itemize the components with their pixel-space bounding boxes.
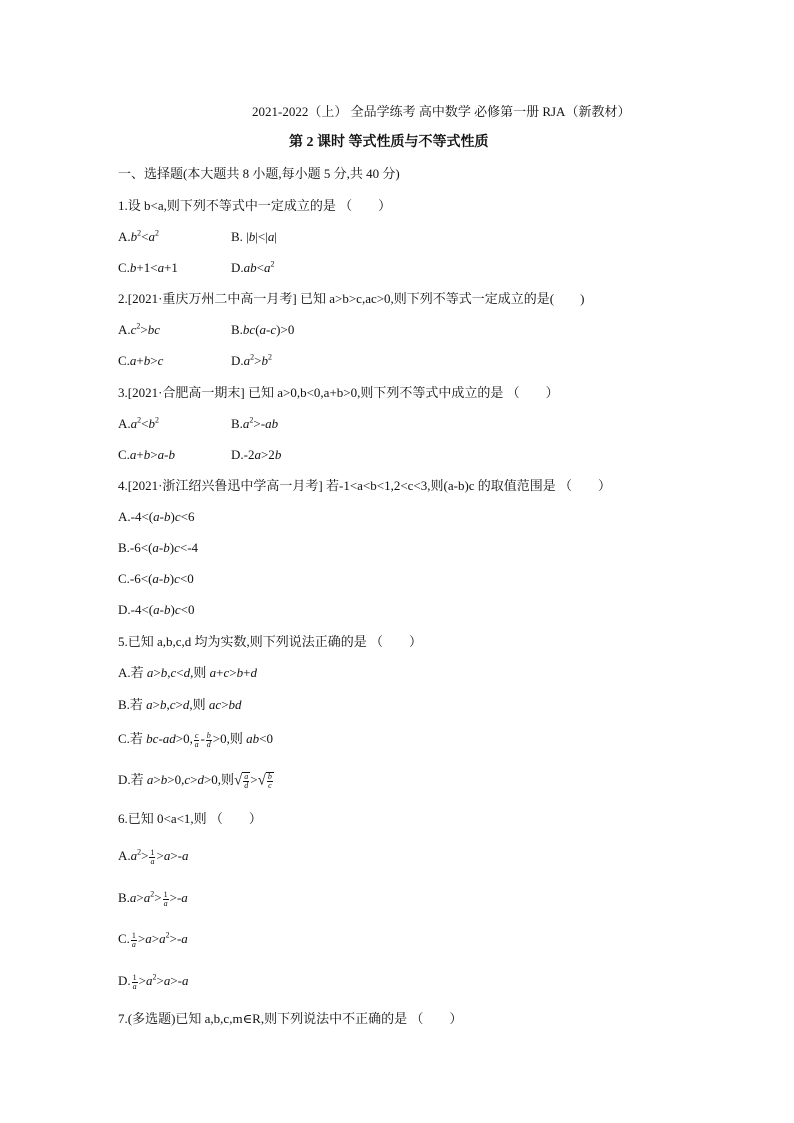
question-6-stem: 6.已知 0<a<1,则 （ ） <box>118 811 262 826</box>
question-5-option-d: D.若 a>b>0,c>d>0,则√ $\frac{a}{d}$ >√ $\frac{b}{c}$ <box>118 772 272 791</box>
section-title: 一、选择题(本大题共 8 小题,每小题 5 分,共 40 分) <box>118 166 400 181</box>
page-header: 2021-2022（上） 全品学练考 高中数学 必修第一册 RJA（新教材） <box>252 104 631 119</box>
question-4-option-a: A.-4<(a-b)c<6 <box>118 509 195 524</box>
question-1-option-d: $D.ab<a^2$ <box>231 259 275 275</box>
lesson-title: 第 2 课时 等式性质与不等式性质 <box>289 135 489 150</box>
question-6-option-b: $B.a>a^2>$ $\frac{1}{a}$ >-a <box>118 889 188 908</box>
question-2-option-a: $A.c^2>bc$ <box>118 321 161 337</box>
question-6-option-d: D. $\frac{1}{a}$ $>a^2>a>-a$ <box>118 972 189 991</box>
question-7-stem: 7.(多选题)已知 a,b,c,m∈R,则下列说法中不正确的是 （ ） <box>118 1011 463 1026</box>
question-5-option-c: C.若 bc-ad>0, $\frac{c}{a}$ - $\frac{b}{d}$ >0,则 ab<0 <box>118 730 273 749</box>
question-4-option-c: C.-6<(a-b)c<0 <box>118 571 194 586</box>
question-6-option-c: C. $\frac{1}{a}$ $>a>a^2>-a$ <box>118 930 188 949</box>
question-5-option-b: B.若 a>b,c>d,则 ac>bd <box>118 697 242 712</box>
question-2-stem: 2.[2021·重庆万州二中高一月考] 已知 a>b>c,ac>0,则下列不等式一定成立的是( ) <box>118 291 585 306</box>
question-1-option-c: C.b+1<a+1 <box>118 260 178 275</box>
question-4-stem: 4.[2021·浙江绍兴鲁迅中学高一月考] 若-1<a<b<1,2<c<3,则(a-b)c 的取值范围是 （ ） <box>118 478 612 493</box>
question-6-option-a: $A.a^2>$ $\frac{1}{a}$ >a>-a <box>118 847 189 866</box>
question-5-stem: 5.已知 a,b,c,d 均为实数,则下列说法正确的是 （ ） <box>118 634 423 649</box>
question-2-option-d: $D.a^2>b^2$ <box>231 352 272 368</box>
question-3-option-a: $A.a^2<b^2$ <box>118 415 159 431</box>
question-3-option-c: C.a+b>a-b <box>118 447 175 462</box>
question-1-stem: 1.设 b<a,则下列不等式中一定成立的是 （ ） <box>118 198 392 213</box>
question-1-option-b: B. |b|<|a| <box>231 229 277 244</box>
question-5-option-a: A.若 a>b,c<d,则 a+c>b+d <box>118 665 257 680</box>
question-2-option-c: C.a+b>c <box>118 353 164 368</box>
question-3-option-d: D.-2a>2b <box>231 447 282 462</box>
question-2-option-b: B.bc(a-c)>0 <box>231 322 295 337</box>
question-3-option-b: $B.a^2>-ab$ <box>231 415 279 431</box>
question-3-stem: 3.[2021·合肥高一期末] 已知 a>0,b<0,a+b>0,则下列不等式中成立的是 （ ） <box>118 385 559 400</box>
question-4-option-d: D.-4<(a-b)c<0 <box>118 602 195 617</box>
question-1-option-a: $A.b^2<a^2$ <box>118 228 159 244</box>
question-4-option-b: B.-6<(a-b)c<-4 <box>118 540 199 555</box>
